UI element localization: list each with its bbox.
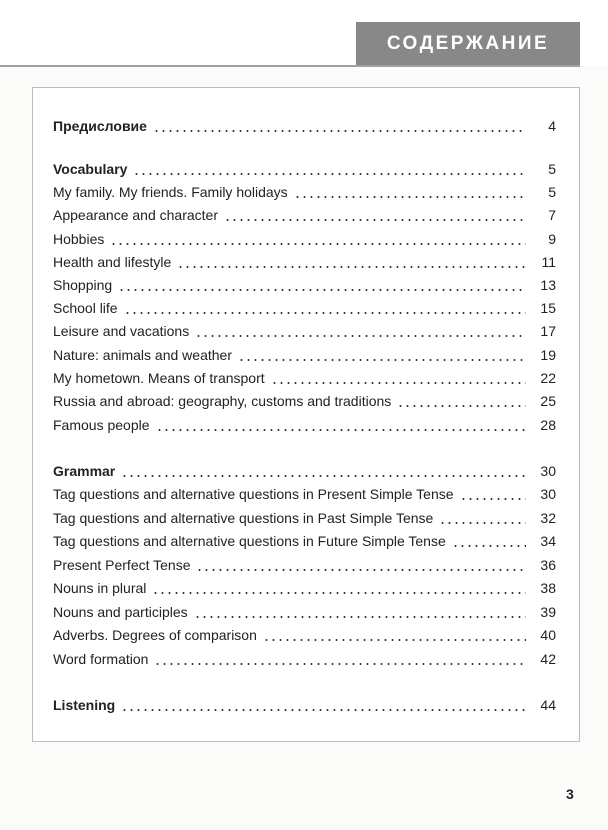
toc-page: 39	[540, 604, 556, 620]
toc-page: 5	[548, 184, 556, 200]
header-tab	[356, 22, 580, 66]
toc-page: 40	[540, 627, 556, 643]
toc-item[interactable]	[53, 648, 556, 668]
toc-item[interactable]	[53, 414, 556, 434]
toc-label: Tag questions and alternative questions in Present Simple Tense	[53, 486, 454, 502]
toc-leader	[153, 130, 526, 132]
toc-page: 44	[540, 697, 556, 713]
toc-leader	[121, 475, 526, 477]
toc-section-grammar[interactable]	[53, 460, 556, 480]
toc-section-preface[interactable]	[53, 115, 556, 135]
toc-page: 42	[540, 651, 556, 667]
toc-leader	[452, 545, 526, 547]
toc-page: 34	[540, 533, 556, 549]
toc-label: Leisure and vacations	[53, 323, 190, 339]
toc-section-vocabulary[interactable]	[53, 158, 556, 178]
toc-label: Vocabulary	[53, 161, 128, 177]
toc-leader	[439, 522, 526, 524]
toc-label: Shopping	[53, 277, 113, 293]
page-title: СОДЕРЖАНИЕ	[386, 33, 550, 54]
page-number: 3	[566, 786, 574, 802]
toc-page: 30	[540, 486, 556, 502]
toc-label: Предисловие	[53, 118, 147, 134]
toc-page: 30	[540, 463, 556, 479]
toc-leader	[118, 289, 526, 291]
toc-item[interactable]	[53, 507, 556, 527]
toc-page: 25	[540, 393, 556, 409]
toc-label: Adverbs. Degrees of comparison	[53, 627, 257, 643]
toc-item[interactable]	[53, 367, 556, 387]
toc-item[interactable]	[53, 251, 556, 271]
toc-page: 19	[540, 347, 556, 363]
toc-page: 22	[540, 370, 556, 386]
toc-page: 15	[540, 300, 556, 316]
toc-label: School life	[53, 300, 118, 316]
toc-item[interactable]	[53, 181, 556, 201]
toc-label: Famous people	[53, 417, 150, 433]
toc-label: My family. My friends. Family holidays	[53, 184, 288, 200]
toc-label: Tag questions and alternative questions in Future Simple Tense	[53, 533, 446, 549]
toc-label: Nouns in plural	[53, 580, 147, 596]
toc-item[interactable]	[53, 297, 556, 317]
toc-label: Health and lifestyle	[53, 254, 172, 270]
toc-label: Word formation	[53, 651, 149, 667]
toc-page: 11	[541, 254, 556, 270]
toc-label: Nouns and participles	[53, 604, 188, 620]
toc-leader	[271, 382, 526, 384]
toc-leader	[110, 243, 526, 245]
toc-leader	[460, 498, 526, 500]
toc-label: Tag questions and alternative questions in Past Simple Tense	[53, 510, 434, 526]
toc-leader	[196, 569, 526, 571]
toc-item[interactable]	[53, 204, 556, 224]
toc-page: 28	[540, 417, 556, 433]
toc-section-listening[interactable]	[53, 694, 556, 714]
toc-item[interactable]	[53, 624, 556, 644]
toc-item[interactable]	[53, 390, 556, 410]
toc-item[interactable]	[53, 601, 556, 621]
toc-leader	[194, 616, 526, 618]
toc-label: My hometown. Means of transport	[53, 370, 265, 386]
toc-leader	[397, 405, 526, 407]
toc-page: 4	[548, 118, 556, 134]
toc-label: Grammar	[53, 463, 116, 479]
toc-item[interactable]	[53, 577, 556, 597]
toc-item[interactable]	[53, 228, 556, 248]
toc-label: Hobbies	[53, 231, 105, 247]
toc-page: 7	[548, 207, 556, 223]
toc-page: 32	[540, 510, 556, 526]
toc-leader	[195, 335, 526, 337]
toc-leader	[177, 266, 526, 268]
toc-page: 38	[540, 580, 556, 596]
toc-item[interactable]	[53, 274, 556, 294]
toc-page: 36	[540, 557, 556, 573]
toc-label: Nature: animals and weather	[53, 347, 232, 363]
toc-leader	[154, 663, 526, 665]
toc-leader	[152, 592, 526, 594]
toc-page: 13	[540, 277, 556, 293]
toc-page: 9	[548, 231, 556, 247]
toc-page: 17	[540, 323, 556, 339]
toc-leader	[238, 359, 526, 361]
toc-leader	[263, 639, 526, 641]
toc-item[interactable]	[53, 320, 556, 340]
toc-page: 5	[548, 161, 556, 177]
toc-leader	[124, 312, 526, 314]
toc-label: Listening	[53, 697, 116, 713]
toc-leader	[224, 219, 526, 221]
toc-leader	[156, 429, 526, 431]
toc-item[interactable]	[53, 344, 556, 364]
toc-label: Russia and abroad: geography, customs and traditions	[53, 393, 392, 409]
toc-item[interactable]	[53, 530, 556, 550]
toc-leader	[121, 709, 526, 711]
toc-leader	[133, 173, 526, 175]
toc-label: Present Perfect Tense	[53, 557, 191, 573]
toc-item[interactable]	[53, 554, 556, 574]
header-divider	[0, 65, 580, 67]
toc-label: Appearance and character	[53, 207, 218, 223]
toc-leader	[294, 196, 526, 198]
toc-item[interactable]	[53, 483, 556, 503]
